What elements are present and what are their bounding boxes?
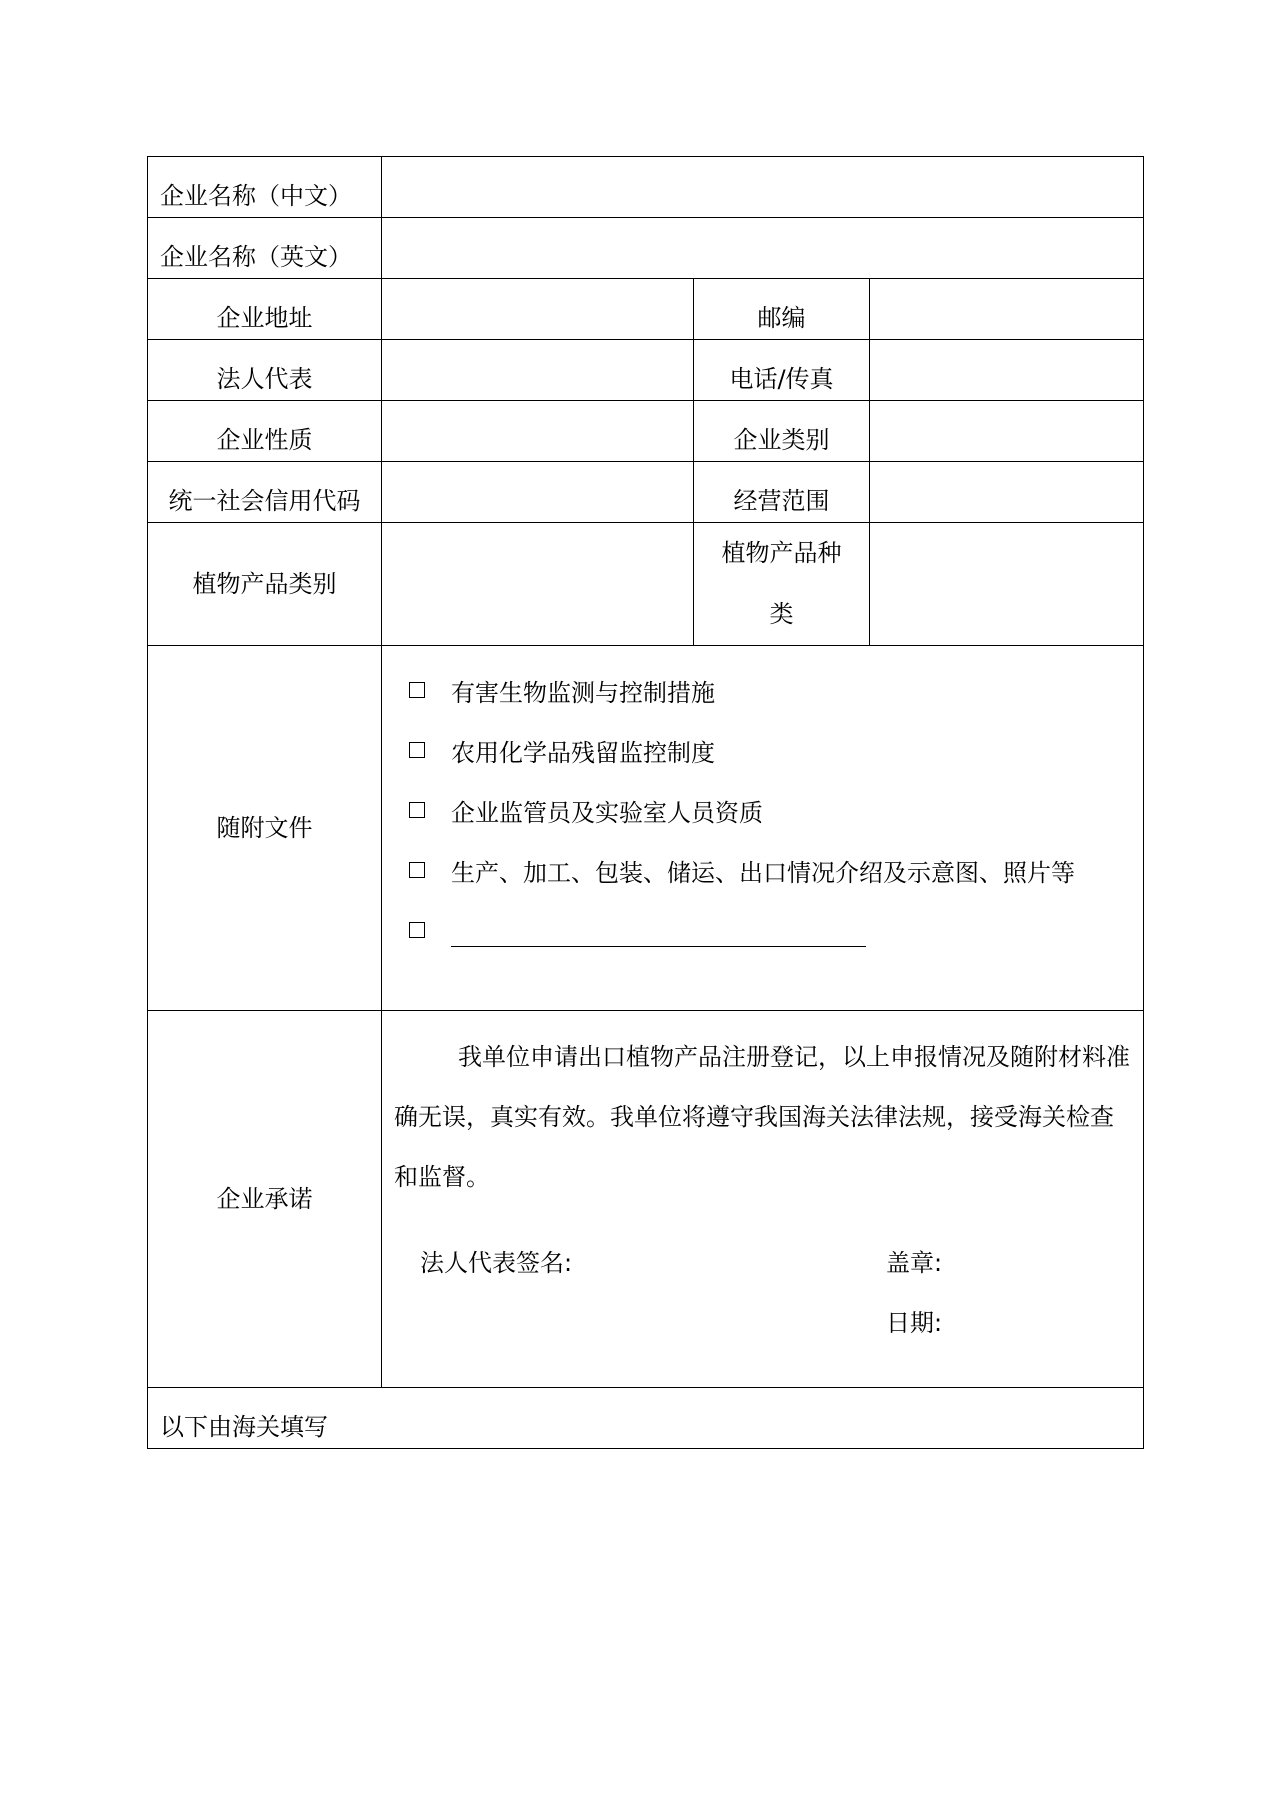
- field-business-scope[interactable]: [870, 462, 1144, 523]
- pledge-cell: [382, 1011, 1144, 1388]
- seal-label: 盖章:: [886, 1249, 943, 1277]
- row-plant-product: [148, 523, 1144, 646]
- checkbox-4[interactable]: [409, 862, 425, 878]
- label-credit-code: 统一社会信用代码: [148, 462, 382, 523]
- attachment-item-5: [409, 900, 1143, 960]
- label-phone-fax: 电话/传真: [694, 340, 870, 401]
- label-attachments: 随附文件: [148, 646, 382, 1011]
- attachment-other-blank[interactable]: [451, 922, 866, 947]
- field-name-en[interactable]: [382, 218, 1144, 279]
- row-nature: [148, 401, 1144, 462]
- row-address: [148, 279, 1144, 340]
- row-legal-rep: [148, 340, 1144, 401]
- checkbox-1[interactable]: [409, 682, 425, 698]
- attachment-item-1: [409, 660, 1143, 720]
- signature-label: 法人代表签名:: [420, 1249, 573, 1277]
- label-name-en: 企业名称（英文）: [148, 218, 382, 279]
- pledge-text: 我单位申请出口植物产品注册登记，以上申报情况及随附材料准确无误，真实有效。我单位将遵守我国海关法律法规，接受海关检查和监督。: [394, 1043, 1130, 1191]
- label-category: 企业类别: [694, 401, 870, 462]
- label-address: 企业地址: [148, 279, 382, 340]
- attachment-label-3: 企业监管员及实验室人员资质: [451, 798, 763, 827]
- customs-section-label: 以下由海关填写: [148, 1388, 1144, 1449]
- attachment-item-4: [409, 840, 1143, 900]
- label-plant-product-kind-line1: 植物产品种: [721, 539, 842, 567]
- registration-form-table: [147, 156, 1144, 1449]
- label-plant-product-category: 植物产品类别: [148, 523, 382, 646]
- label-name-cn: 企业名称（中文）: [148, 157, 382, 218]
- attachment-label-4: 生产、加工、包装、储运、出口情况介绍及示意图、照片等: [451, 858, 1075, 887]
- label-plant-product-kind-line2: 类: [769, 600, 794, 628]
- field-phone-fax[interactable]: [870, 340, 1144, 401]
- attachment-item-2: [409, 720, 1143, 780]
- field-address[interactable]: [382, 279, 694, 340]
- date-label: 日期:: [886, 1309, 943, 1337]
- label-postcode: 邮编: [694, 279, 870, 340]
- label-legal-rep: 法人代表: [148, 340, 382, 401]
- field-category[interactable]: [870, 401, 1144, 462]
- attachment-label-1: 有害生物监测与控制措施: [451, 678, 715, 707]
- attachment-label-2: 农用化学品残留监控制度: [451, 738, 715, 767]
- attachments-list: [382, 646, 1144, 1011]
- field-plant-product-category[interactable]: [382, 523, 694, 646]
- field-name-cn[interactable]: [382, 157, 1144, 218]
- field-postcode[interactable]: [870, 279, 1144, 340]
- field-plant-product-kind[interactable]: [870, 523, 1144, 646]
- row-name-cn: [148, 157, 1144, 218]
- row-credit-code: [148, 462, 1144, 523]
- field-legal-rep[interactable]: [382, 340, 694, 401]
- attachment-item-3: [409, 780, 1143, 840]
- signature-area: [382, 1207, 1143, 1387]
- row-name-en: [148, 218, 1144, 279]
- label-plant-product-kind: [694, 523, 870, 646]
- checkbox-2[interactable]: [409, 742, 425, 758]
- row-customs: [148, 1388, 1144, 1449]
- field-nature[interactable]: [382, 401, 694, 462]
- label-business-scope: 经营范围: [694, 462, 870, 523]
- checkbox-3[interactable]: [409, 802, 425, 818]
- label-nature: 企业性质: [148, 401, 382, 462]
- row-attachments: [148, 646, 1144, 1011]
- row-pledge: [148, 1011, 1144, 1388]
- label-pledge: 企业承诺: [148, 1011, 382, 1388]
- checkbox-5[interactable]: [409, 922, 425, 938]
- field-credit-code[interactable]: [382, 462, 694, 523]
